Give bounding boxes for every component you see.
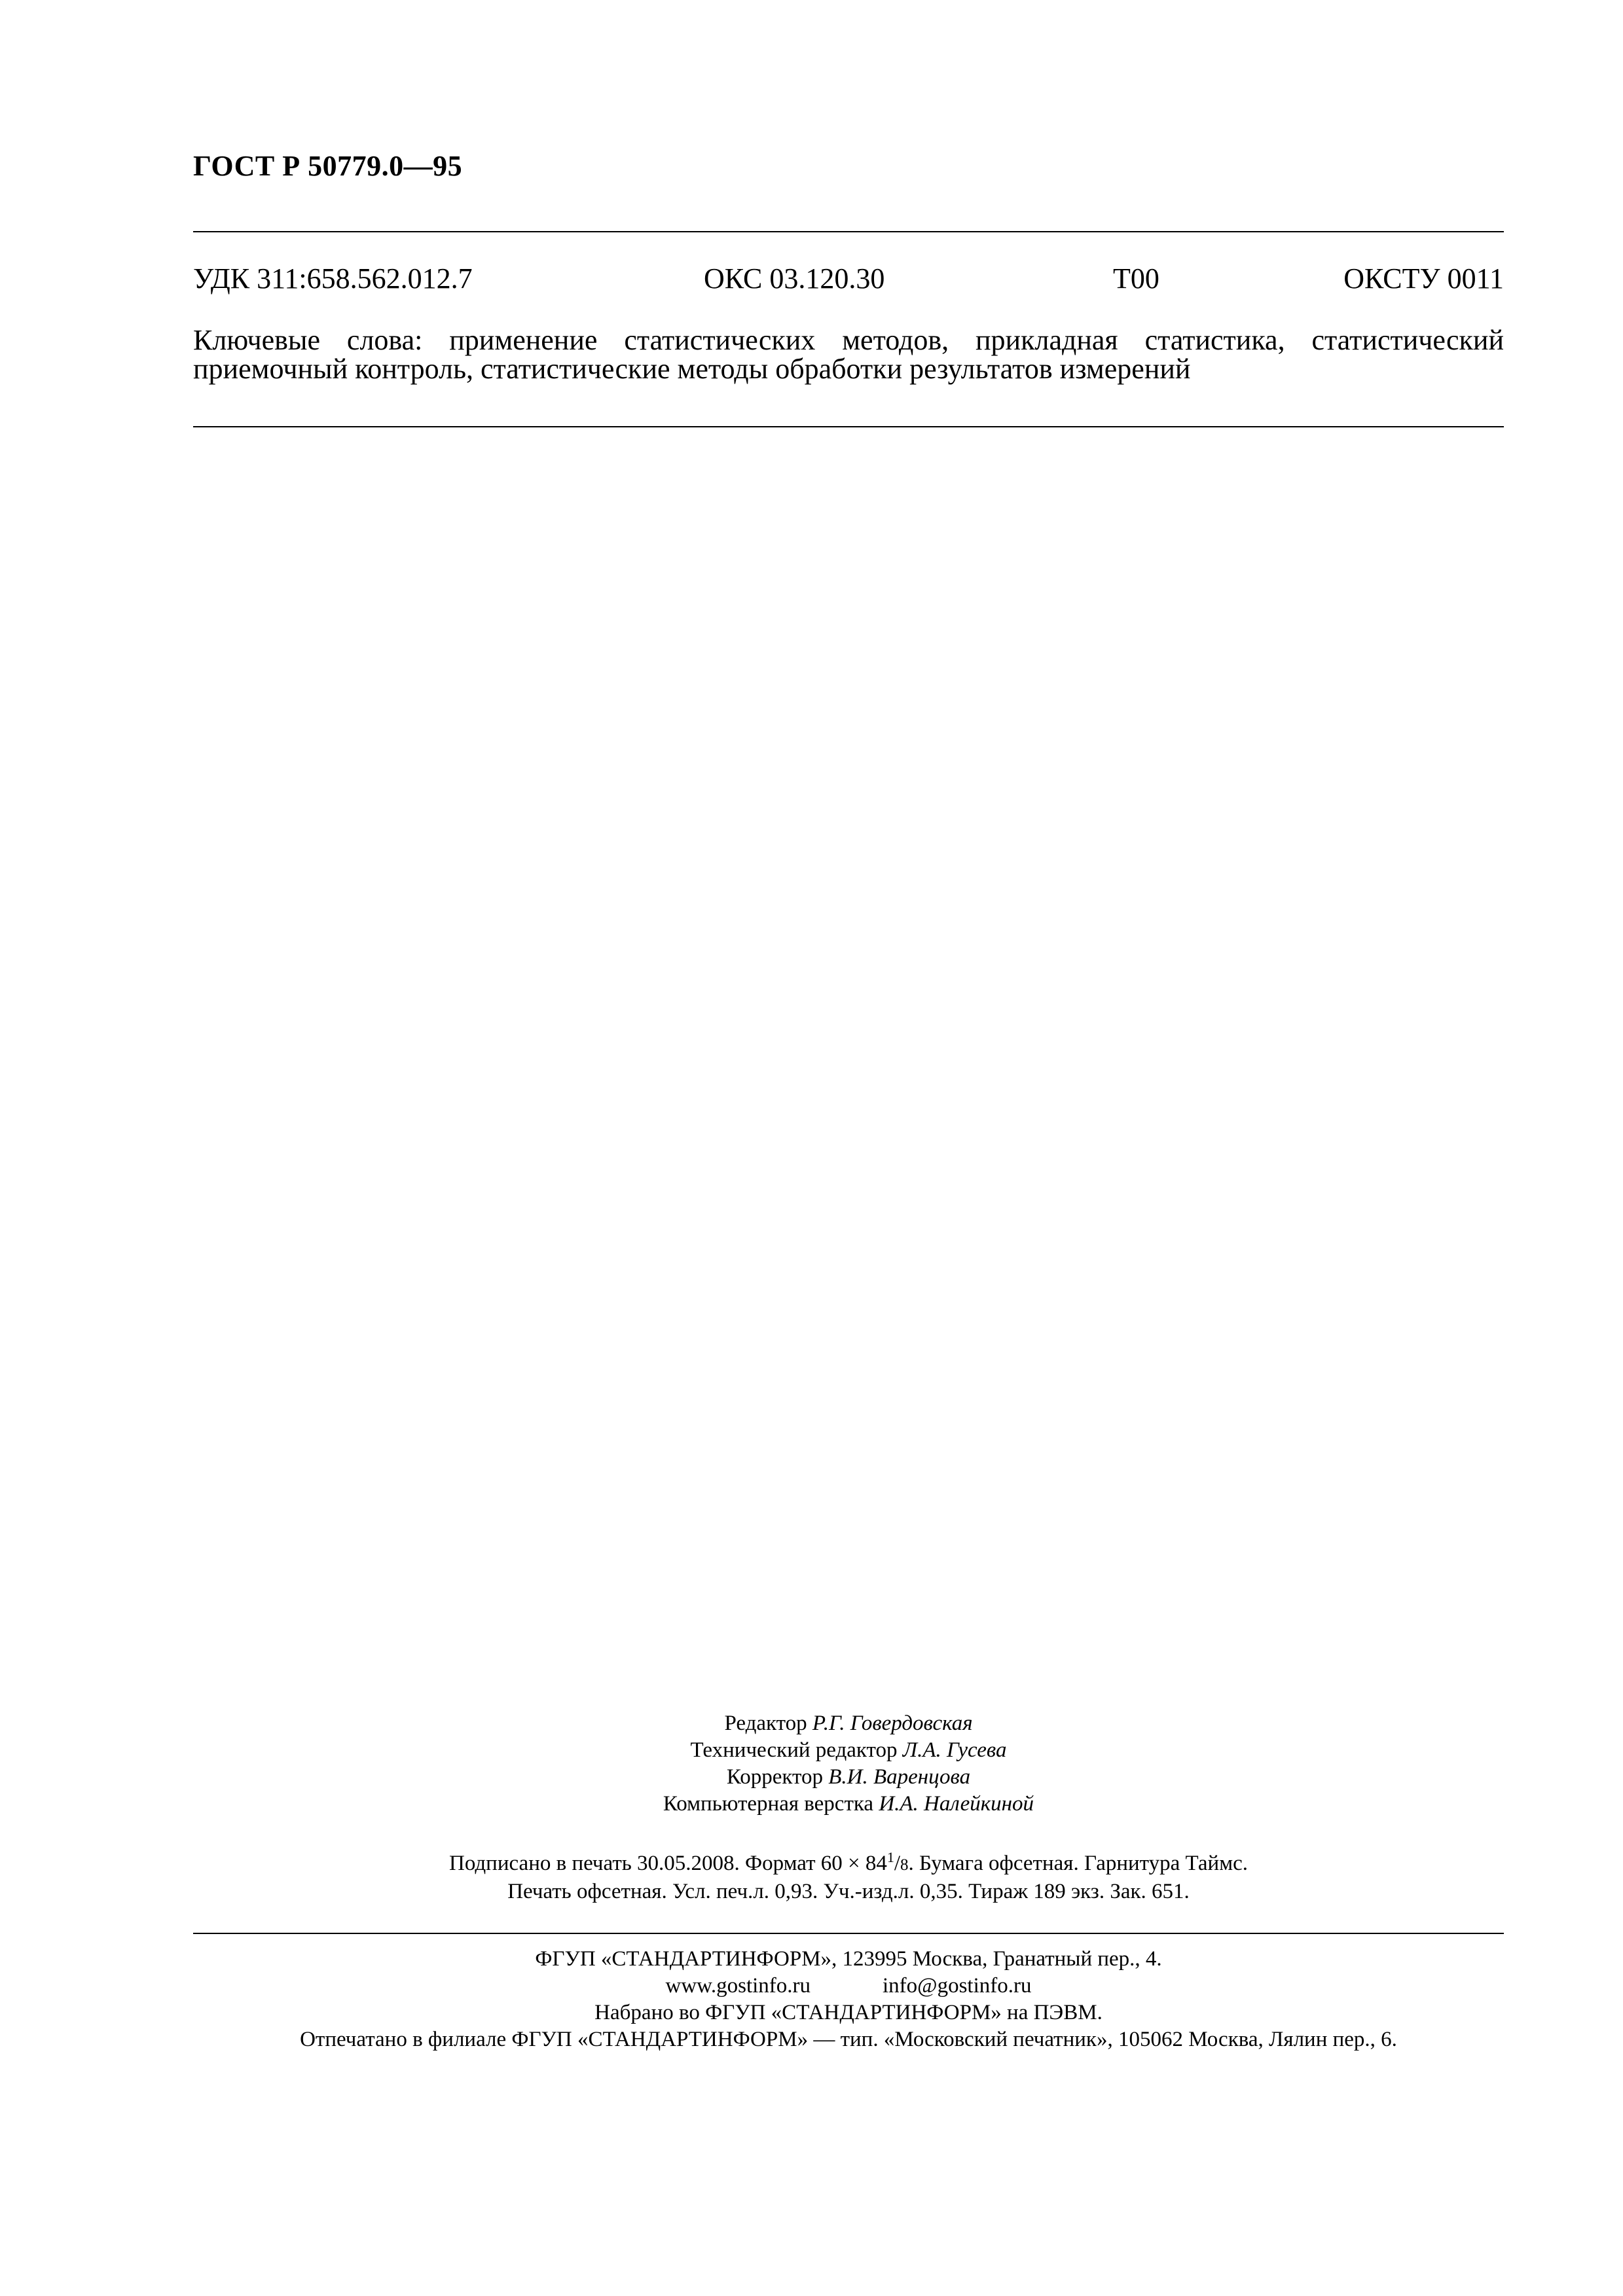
editor-name: Р.Г. Говердовская [812, 1712, 973, 1735]
keywords-line-1: Ключевые слова: применение статистических методов, прикладная статистика, статистический [193, 324, 1504, 356]
print-info-block [193, 1850, 1504, 1905]
proofreader-line [193, 1764, 1504, 1791]
group-code: Т00 [1113, 262, 1159, 295]
print-info-line-2: Печать офсетная. Усл. печ.л. 0,93. Уч.-изд.л. 0,35. Тираж 189 экз. Зак. 651. [507, 1880, 1190, 1903]
layout-name: И.А. Налейкиной [879, 1792, 1034, 1816]
tech-editor-line [193, 1737, 1504, 1764]
tech-editor-name: Л.А. Гусева [902, 1738, 1007, 1762]
publisher-block [193, 1946, 1504, 2053]
publisher-address: ФГУП «СТАНДАРТИНФОРМ», 123995 Москва, Гранатный пер., 4. [535, 1947, 1162, 1971]
print-info-line-1 [193, 1850, 1504, 1878]
print-format-text: Подписано в печать 30.05.2008. Формат 60 × 84 [449, 1852, 887, 1875]
keywords-block [193, 326, 1504, 384]
publisher-contacts [193, 1973, 1504, 2000]
layout-line [193, 1791, 1504, 1818]
proofreader-name: В.И. Варенцова [828, 1765, 971, 1789]
credits-block [193, 1710, 1504, 1818]
proofreader-label: Корректор [726, 1765, 823, 1789]
layout-label: Компьютерная верстка [663, 1792, 874, 1816]
editor-line [193, 1710, 1504, 1737]
classification-row [193, 262, 1504, 301]
publisher-website-link[interactable]: www.gostinfo.ru [665, 1974, 811, 1998]
format-numerator: 1 [886, 1849, 894, 1865]
top-divider [193, 231, 1504, 232]
format-slash: / [894, 1852, 901, 1875]
tech-editor-label: Технический редактор [690, 1738, 898, 1762]
format-denominator: 8 [900, 1856, 909, 1874]
printed-info: Отпечатано в филиале ФГУП «СТАНДАРТИНФОРМ» — тип. «Московский печатник», 105062 Москва, Лялин пер., 6. [300, 2028, 1397, 2051]
udk-code: УДК 311:658.562.012.7 [193, 262, 473, 295]
standard-code: ГОСТ Р 50779.0—95 [193, 150, 463, 182]
paper-font-text: . Бумага офсетная. Гарнитура Таймс. [908, 1852, 1248, 1875]
okstu-code: ОКСТУ 0011 [1343, 262, 1504, 295]
publisher-email-link[interactable]: info@gostinfo.ru [883, 1974, 1032, 1998]
keywords-line-2: приемочный контроль, статистические методы обработки результатов измерений [193, 353, 1191, 385]
oks-code: ОКС 03.120.30 [704, 262, 885, 295]
editor-label: Редактор [724, 1712, 807, 1735]
imprint-divider [193, 1933, 1504, 1934]
typeset-info: Набрано во ФГУП «СТАНДАРТИНФОРМ» на ПЭВМ. [594, 2001, 1103, 2024]
keywords-divider [193, 426, 1504, 427]
